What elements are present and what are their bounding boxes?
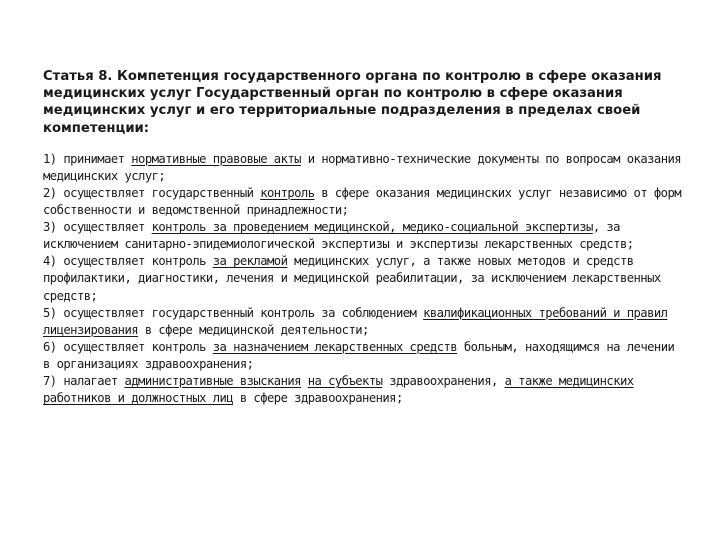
item-text: больным, находящимся на лечении в организациях здравоохранения; — [43, 339, 675, 371]
article-content — [43, 68, 683, 407]
underlined-phrase: на субъекты — [307, 374, 383, 389]
item-text: 2) осуществляет государственный — [43, 186, 261, 200]
underlined-phrase: за рекламой — [212, 254, 288, 269]
underlined-phrase: а также медицинских работников и должностных лиц — [43, 374, 634, 406]
underlined-phrase: контроль за проведением медицинской, медико-социальной экспертизы — [151, 220, 593, 235]
list-item-1 — [43, 151, 683, 185]
item-text: в сфере оказания медицинских услуг независимо от форм собственности и ведомственной принадлежности; — [43, 186, 682, 218]
underlined-phrase: контроль — [260, 186, 315, 200]
list-item-7 — [43, 373, 683, 407]
item-text: 4) осуществляет контроль — [43, 254, 213, 269]
list-item-2 — [43, 185, 683, 219]
item-text: 3) осуществляет — [43, 220, 152, 235]
item-text: 1) принимает — [43, 151, 132, 166]
underlined-phrase: квалификационных требований и правил лицензирования — [43, 305, 668, 337]
item-text — [301, 374, 308, 388]
list-item-4 — [43, 253, 683, 304]
item-text: , за исключением санитарно-эпидемиологической экспертизы и экспертизы лекарственных средств; — [43, 220, 634, 252]
underlined-phrase: административные взыскания — [124, 374, 301, 389]
item-text: медицинских услуг, а также новых методов и средств профилактики, диагностики, лечения и медицинской реабилитации, за исключением лекарственных средств; — [43, 254, 661, 303]
item-text: и нормативно-технические документы по вопросам оказания медицинских услуг; — [43, 151, 682, 183]
item-text: здравоохранения, — [382, 374, 505, 389]
item-text: 5) осуществляет государственный контроль за соблюдением — [43, 305, 424, 320]
item-text: 6) осуществляет контроль — [43, 339, 213, 354]
underlined-phrase: нормативные правовые акты — [131, 151, 301, 166]
item-text: в сфере здравоохранения; — [233, 391, 403, 406]
article-heading: Статья 8. Компетенция государственного органа по контролю в сфере оказания медицинских услуг Государственный орган по контролю в сфере оказания медицинских услуг и его территориальные подразделения в пределах своей компетенции: — [43, 69, 662, 136]
item-text: 7) налагает — [43, 374, 125, 389]
list-item-6 — [43, 339, 683, 373]
underlined-phrase: за назначением лекарственных средств — [212, 339, 458, 354]
list-item-3 — [43, 219, 683, 253]
competence-list — [43, 151, 683, 407]
item-text: в сфере медицинской деятельности; — [138, 322, 369, 337]
list-item-5 — [43, 305, 683, 339]
